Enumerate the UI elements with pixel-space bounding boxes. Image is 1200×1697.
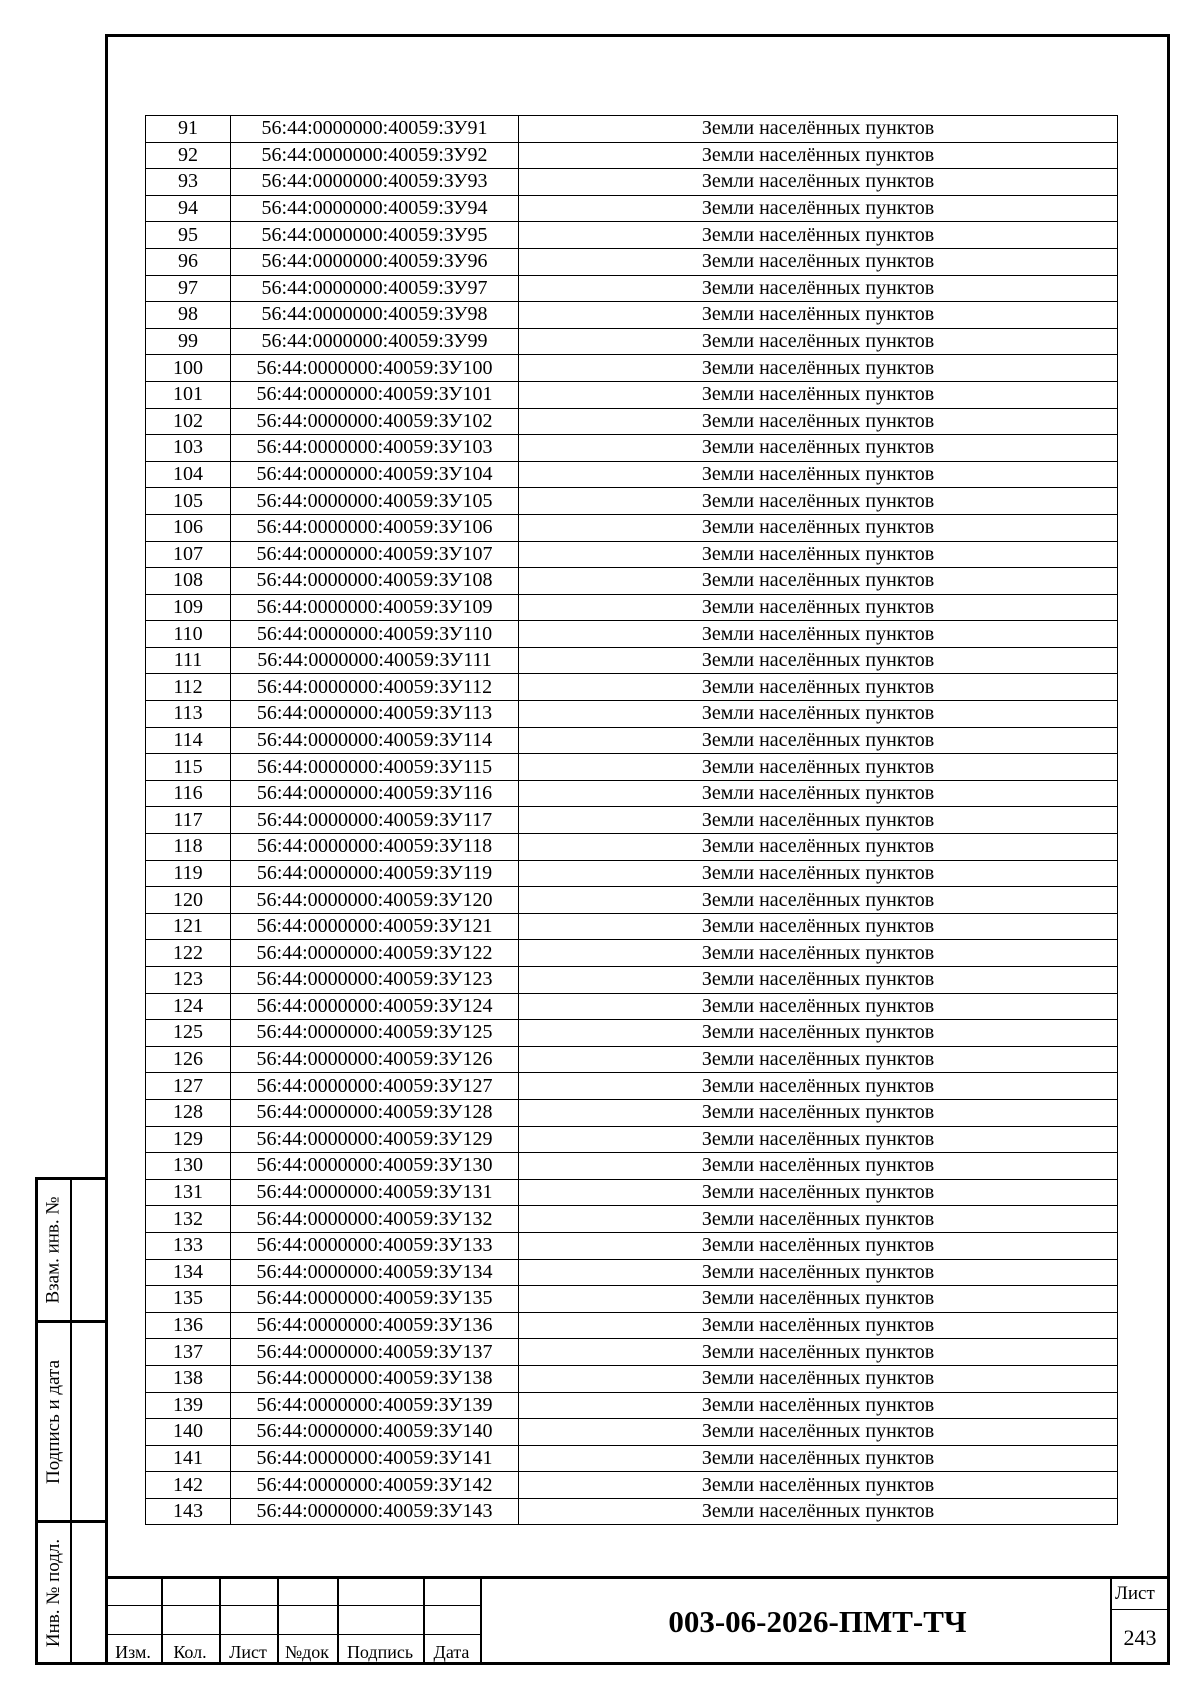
cadastral-id: 56:44:0000000:40059:ЗУ108 — [231, 568, 519, 595]
land-category: Земли населённых пунктов — [519, 142, 1118, 169]
table-row — [146, 913, 1118, 940]
cadastral-id: 56:44:0000000:40059:ЗУ125 — [231, 1020, 519, 1047]
row-number: 139 — [146, 1392, 231, 1419]
row-number: 123 — [146, 967, 231, 994]
row-number: 129 — [146, 1126, 231, 1153]
table-row — [146, 328, 1118, 355]
land-category: Земли населённых пунктов — [519, 1232, 1118, 1259]
cadastral-id: 56:44:0000000:40059:ЗУ109 — [231, 594, 519, 621]
land-category: Земли населённых пунктов — [519, 727, 1118, 754]
table-row — [146, 195, 1118, 222]
land-category: Земли населённых пунктов — [519, 275, 1118, 302]
land-category: Земли населённых пунктов — [519, 435, 1118, 462]
land-category: Земли населённых пунктов — [519, 1046, 1118, 1073]
table-row — [146, 1392, 1118, 1419]
row-number: 103 — [146, 435, 231, 462]
table-row — [146, 461, 1118, 488]
cadastral-id: 56:44:0000000:40059:ЗУ116 — [231, 780, 519, 807]
cadastral-id: 56:44:0000000:40059:ЗУ110 — [231, 621, 519, 648]
row-number: 93 — [146, 169, 231, 196]
cadastral-id: 56:44:0000000:40059:ЗУ114 — [231, 727, 519, 754]
land-category: Земли населённых пунктов — [519, 488, 1118, 515]
land-category: Земли населённых пунктов — [519, 1286, 1118, 1313]
cadastral-id: 56:44:0000000:40059:ЗУ105 — [231, 488, 519, 515]
land-category: Земли населённых пунктов — [519, 1312, 1118, 1339]
table-row — [146, 860, 1118, 887]
cadastral-id: 56:44:0000000:40059:ЗУ139 — [231, 1392, 519, 1419]
row-number: 131 — [146, 1179, 231, 1206]
cadastral-id: 56:44:0000000:40059:ЗУ120 — [231, 887, 519, 914]
header-ndok: №док — [284, 1642, 330, 1662]
row-number: 97 — [146, 275, 231, 302]
land-category: Земли населённых пунктов — [519, 594, 1118, 621]
table-row — [146, 993, 1118, 1020]
table-row — [146, 1179, 1118, 1206]
cadastral-id: 56:44:0000000:40059:ЗУ128 — [231, 1099, 519, 1126]
cadastral-id: 56:44:0000000:40059:ЗУ126 — [231, 1046, 519, 1073]
table-row — [146, 594, 1118, 621]
table-row — [146, 248, 1118, 275]
table-row — [146, 1126, 1118, 1153]
cadastral-id: 56:44:0000000:40059:ЗУ112 — [231, 674, 519, 701]
land-category: Земли населённых пунктов — [519, 248, 1118, 275]
row-number: 120 — [146, 887, 231, 914]
cadastral-id: 56:44:0000000:40059:ЗУ100 — [231, 355, 519, 382]
land-category: Земли населённых пунктов — [519, 967, 1118, 994]
cadastral-id: 56:44:0000000:40059:ЗУ102 — [231, 408, 519, 435]
row-number: 100 — [146, 355, 231, 382]
sheet-box — [1110, 1579, 1170, 1668]
table-row — [146, 1286, 1118, 1313]
cadastral-id: 56:44:0000000:40059:ЗУ123 — [231, 967, 519, 994]
land-category: Земли населённых пунктов — [519, 195, 1118, 222]
side-label-vzam: Взам. инв. № — [43, 1196, 65, 1304]
side-box-inv — [35, 1520, 105, 1665]
row-number: 99 — [146, 328, 231, 355]
row-number: 141 — [146, 1445, 231, 1472]
cadastral-id: 56:44:0000000:40059:ЗУ142 — [231, 1472, 519, 1499]
row-number: 142 — [146, 1472, 231, 1499]
cadastral-id: 56:44:0000000:40059:ЗУ93 — [231, 169, 519, 196]
row-number: 140 — [146, 1419, 231, 1446]
table-row — [146, 1472, 1118, 1499]
land-category: Земли населённых пунктов — [519, 1392, 1118, 1419]
table-body — [146, 116, 1118, 1525]
title-block — [105, 1576, 1170, 1665]
land-category: Земли населённых пунктов — [519, 913, 1118, 940]
side-label-podpis: Подпись и дата — [43, 1359, 64, 1484]
header-podpis: Подпись — [346, 1642, 414, 1662]
table-row — [146, 754, 1118, 781]
table-row — [146, 780, 1118, 807]
row-number: 106 — [146, 514, 231, 541]
row-number: 116 — [146, 780, 231, 807]
table-row — [146, 142, 1118, 169]
land-category: Земли населённых пунктов — [519, 1073, 1118, 1100]
land-category: Земли населённых пунктов — [519, 754, 1118, 781]
table-row — [146, 1153, 1118, 1180]
land-category: Земли населённых пунктов — [519, 514, 1118, 541]
table-row — [146, 701, 1118, 728]
cadastral-id: 56:44:0000000:40059:ЗУ132 — [231, 1206, 519, 1233]
table-row — [146, 1498, 1118, 1525]
table-row — [146, 807, 1118, 834]
row-number: 91 — [146, 116, 231, 143]
table-row — [146, 674, 1118, 701]
row-number: 104 — [146, 461, 231, 488]
land-category: Земли населённых пунктов — [519, 1365, 1118, 1392]
header-data: Дата — [433, 1642, 470, 1662]
land-category: Земли населённых пунктов — [519, 541, 1118, 568]
land-category: Земли населённых пунктов — [519, 940, 1118, 967]
row-number: 138 — [146, 1365, 231, 1392]
table-row — [146, 1046, 1118, 1073]
land-category: Земли населённых пунктов — [519, 408, 1118, 435]
table-row — [146, 222, 1118, 249]
cadastral-id: 56:44:0000000:40059:ЗУ133 — [231, 1232, 519, 1259]
land-category: Земли населённых пунктов — [519, 1498, 1118, 1525]
row-number: 95 — [146, 222, 231, 249]
land-category: Земли населённых пунктов — [519, 647, 1118, 674]
row-number: 107 — [146, 541, 231, 568]
table-row — [146, 408, 1118, 435]
row-number: 135 — [146, 1286, 231, 1313]
cadastral-id: 56:44:0000000:40059:ЗУ96 — [231, 248, 519, 275]
land-category: Земли населённых пунктов — [519, 621, 1118, 648]
row-number: 115 — [146, 754, 231, 781]
table-row — [146, 302, 1118, 329]
cadastral-id: 56:44:0000000:40059:ЗУ135 — [231, 1286, 519, 1313]
table-row — [146, 568, 1118, 595]
header-list: Лист — [229, 1642, 267, 1662]
land-category: Земли населённых пунктов — [519, 302, 1118, 329]
row-number: 105 — [146, 488, 231, 515]
cadastral-id: 56:44:0000000:40059:ЗУ129 — [231, 1126, 519, 1153]
land-category: Земли населённых пунктов — [519, 568, 1118, 595]
document-code: 003-06-2026-ПМТ-ТЧ — [668, 1604, 967, 1639]
row-number: 113 — [146, 701, 231, 728]
land-category: Земли населённых пунктов — [519, 355, 1118, 382]
header-kol: Кол. — [173, 1642, 207, 1662]
row-number: 119 — [146, 860, 231, 887]
land-category: Земли населённых пунктов — [519, 780, 1118, 807]
table-row — [146, 940, 1118, 967]
cadastral-id: 56:44:0000000:40059:ЗУ140 — [231, 1419, 519, 1446]
cadastral-id: 56:44:0000000:40059:ЗУ111 — [231, 647, 519, 674]
cadastral-id: 56:44:0000000:40059:ЗУ103 — [231, 435, 519, 462]
cadastral-id: 56:44:0000000:40059:ЗУ121 — [231, 913, 519, 940]
land-plots-table — [145, 115, 1118, 1525]
cadastral-id: 56:44:0000000:40059:ЗУ92 — [231, 142, 519, 169]
cadastral-id: 56:44:0000000:40059:ЗУ131 — [231, 1179, 519, 1206]
cadastral-id: 56:44:0000000:40059:ЗУ91 — [231, 116, 519, 143]
side-box-podpis — [35, 1320, 105, 1523]
sheet-number: 243 — [1123, 1625, 1157, 1650]
land-category: Земли населённых пунктов — [519, 701, 1118, 728]
table-row — [146, 116, 1118, 143]
row-number: 117 — [146, 807, 231, 834]
land-category: Земли населённых пунктов — [519, 993, 1118, 1020]
cadastral-id: 56:44:0000000:40059:ЗУ137 — [231, 1339, 519, 1366]
row-number: 121 — [146, 913, 231, 940]
cadastral-id: 56:44:0000000:40059:ЗУ94 — [231, 195, 519, 222]
land-category: Земли населённых пунктов — [519, 1259, 1118, 1286]
row-number: 102 — [146, 408, 231, 435]
land-category: Земли населённых пунктов — [519, 328, 1118, 355]
row-number: 125 — [146, 1020, 231, 1047]
land-category: Земли населённых пунктов — [519, 834, 1118, 861]
land-category: Земли населённых пунктов — [519, 116, 1118, 143]
cadastral-id: 56:44:0000000:40059:ЗУ119 — [231, 860, 519, 887]
table-row — [146, 1259, 1118, 1286]
land-category: Земли населённых пунктов — [519, 1020, 1118, 1047]
row-number: 98 — [146, 302, 231, 329]
cadastral-id: 56:44:0000000:40059:ЗУ141 — [231, 1445, 519, 1472]
cadastral-id: 56:44:0000000:40059:ЗУ118 — [231, 834, 519, 861]
table-row — [146, 1099, 1118, 1126]
row-number: 92 — [146, 142, 231, 169]
row-number: 133 — [146, 1232, 231, 1259]
cadastral-id: 56:44:0000000:40059:ЗУ107 — [231, 541, 519, 568]
row-number: 112 — [146, 674, 231, 701]
row-number: 130 — [146, 1153, 231, 1180]
sheet-label: Лист — [1115, 1583, 1155, 1604]
table-row — [146, 1445, 1118, 1472]
land-category: Земли населённых пунктов — [519, 1206, 1118, 1233]
table-row — [146, 541, 1118, 568]
table-row — [146, 1232, 1118, 1259]
header-izm: Изм. — [115, 1642, 151, 1662]
cadastral-id: 56:44:0000000:40059:ЗУ98 — [231, 302, 519, 329]
land-category: Земли населённых пунктов — [519, 461, 1118, 488]
table-row — [146, 834, 1118, 861]
row-number: 110 — [146, 621, 231, 648]
side-box-vzam — [35, 1177, 105, 1323]
land-category: Земли населённых пунктов — [519, 381, 1118, 408]
cadastral-id: 56:44:0000000:40059:ЗУ143 — [231, 1498, 519, 1525]
land-category: Земли населённых пунктов — [519, 1472, 1118, 1499]
land-category: Земли населённых пунктов — [519, 1153, 1118, 1180]
cadastral-id: 56:44:0000000:40059:ЗУ122 — [231, 940, 519, 967]
table-row — [146, 887, 1118, 914]
cadastral-id: 56:44:0000000:40059:ЗУ97 — [231, 275, 519, 302]
row-number: 132 — [146, 1206, 231, 1233]
land-category: Земли населённых пунктов — [519, 1445, 1118, 1472]
land-category: Земли населённых пунктов — [519, 674, 1118, 701]
table-row — [146, 355, 1118, 382]
table-row — [146, 1206, 1118, 1233]
table-row — [146, 488, 1118, 515]
land-category: Земли населённых пунктов — [519, 860, 1118, 887]
land-category: Земли населённых пунктов — [519, 1179, 1118, 1206]
table-row — [146, 647, 1118, 674]
cadastral-id: 56:44:0000000:40059:ЗУ127 — [231, 1073, 519, 1100]
cadastral-id: 56:44:0000000:40059:ЗУ115 — [231, 754, 519, 781]
land-category: Земли населённых пунктов — [519, 1419, 1118, 1446]
cadastral-id: 56:44:0000000:40059:ЗУ113 — [231, 701, 519, 728]
row-number: 108 — [146, 568, 231, 595]
row-number: 143 — [146, 1498, 231, 1525]
table-row — [146, 169, 1118, 196]
cadastral-id: 56:44:0000000:40059:ЗУ99 — [231, 328, 519, 355]
table-row — [146, 621, 1118, 648]
table-row — [146, 1020, 1118, 1047]
land-category: Земли населённых пунктов — [519, 1126, 1118, 1153]
cadastral-id: 56:44:0000000:40059:ЗУ104 — [231, 461, 519, 488]
cadastral-id: 56:44:0000000:40059:ЗУ117 — [231, 807, 519, 834]
table-row — [146, 1419, 1118, 1446]
cadastral-id: 56:44:0000000:40059:ЗУ95 — [231, 222, 519, 249]
table-row — [146, 967, 1118, 994]
row-number: 126 — [146, 1046, 231, 1073]
row-number: 122 — [146, 940, 231, 967]
row-number: 109 — [146, 594, 231, 621]
row-number: 127 — [146, 1073, 231, 1100]
land-category: Земли населённых пунктов — [519, 169, 1118, 196]
table-row — [146, 514, 1118, 541]
row-number: 134 — [146, 1259, 231, 1286]
row-number: 124 — [146, 993, 231, 1020]
cadastral-id: 56:44:0000000:40059:ЗУ130 — [231, 1153, 519, 1180]
land-category: Земли населённых пунктов — [519, 1099, 1118, 1126]
row-number: 118 — [146, 834, 231, 861]
row-number: 111 — [146, 647, 231, 674]
table-row — [146, 1312, 1118, 1339]
land-category: Земли населённых пунктов — [519, 222, 1118, 249]
table-row — [146, 275, 1118, 302]
land-category: Земли населённых пунктов — [519, 1339, 1118, 1366]
row-number: 96 — [146, 248, 231, 275]
cadastral-id: 56:44:0000000:40059:ЗУ101 — [231, 381, 519, 408]
table-row — [146, 435, 1118, 462]
table-row — [146, 1073, 1118, 1100]
land-category: Земли населённых пунктов — [519, 887, 1118, 914]
table-row — [146, 381, 1118, 408]
row-number: 94 — [146, 195, 231, 222]
cadastral-id: 56:44:0000000:40059:ЗУ106 — [231, 514, 519, 541]
land-category: Земли населённых пунктов — [519, 807, 1118, 834]
side-label-inv: Инв. № подл. — [43, 1538, 65, 1647]
cadastral-id: 56:44:0000000:40059:ЗУ134 — [231, 1259, 519, 1286]
row-number: 101 — [146, 381, 231, 408]
table-row — [146, 1339, 1118, 1366]
row-number: 137 — [146, 1339, 231, 1366]
cadastral-id: 56:44:0000000:40059:ЗУ124 — [231, 993, 519, 1020]
cadastral-id: 56:44:0000000:40059:ЗУ136 — [231, 1312, 519, 1339]
table-row — [146, 1365, 1118, 1392]
cadastral-id: 56:44:0000000:40059:ЗУ138 — [231, 1365, 519, 1392]
row-number: 128 — [146, 1099, 231, 1126]
row-number: 136 — [146, 1312, 231, 1339]
row-number: 114 — [146, 727, 231, 754]
table-row — [146, 727, 1118, 754]
